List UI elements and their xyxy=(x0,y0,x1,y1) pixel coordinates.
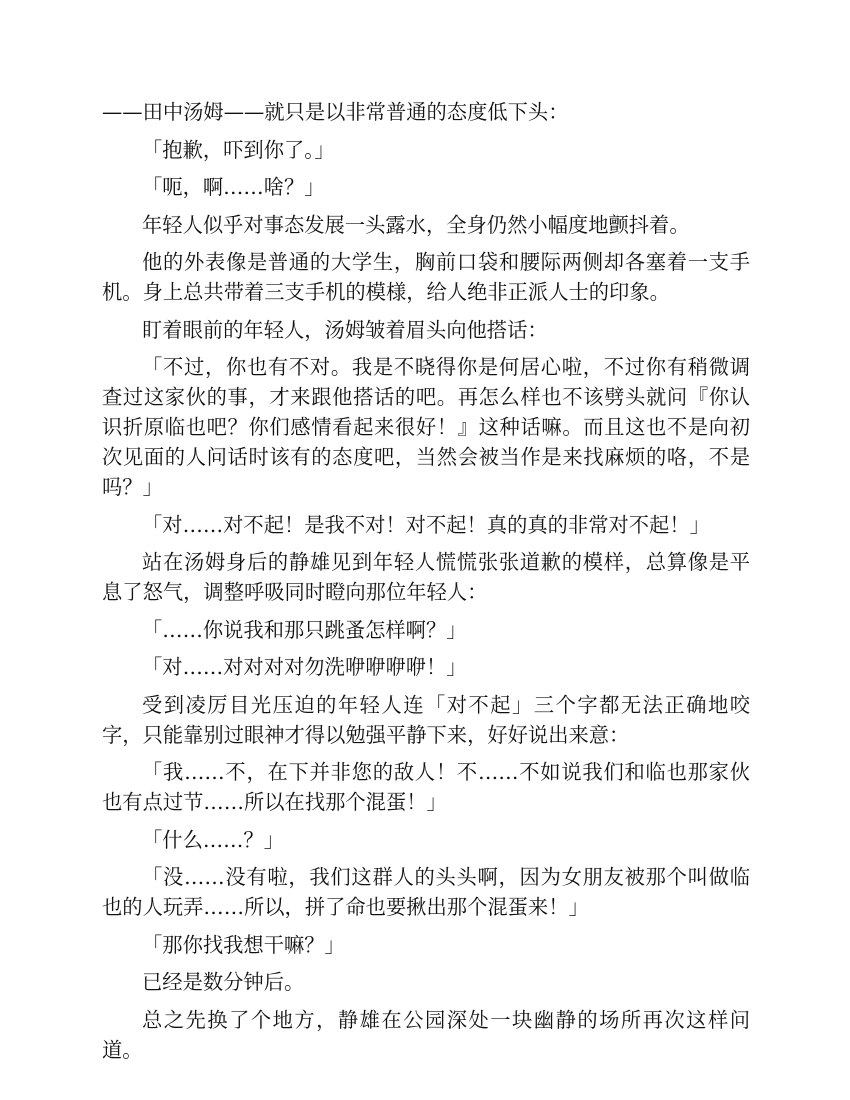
document-page xyxy=(102,97,750,1072)
paragraph-9: 站在汤姆身后的静雄见到年轻人慌慌张张道歉的模样，总算像是平息了怒气，调整呼吸同时瞪向那位年轻人： xyxy=(102,550,750,604)
paragraph-10: 「……你说我和那只跳蚤怎样啊？」 xyxy=(142,617,467,642)
paragraph-12: 受到凌厉目光压迫的年轻人连「对不起」三个字都无法正确地咬字，只能靠别过眼神才得以勉强平静下来，好好说出来意： xyxy=(102,692,750,747)
paragraph-11: 「对……对对对对勿洗咿咿咿咿！」 xyxy=(142,655,467,679)
paragraph-2: 「抱歉，吓到你了。」 xyxy=(142,137,335,162)
paragraph-7: 「不过，你也有不对。我是不晓得你是何居心啦，不过你有稍微调查过这家伙的事，才来跟他搭话的吧。再怎么样也不该劈头就问『你认识折原临也吧？你们感情看起来很好！』这种话嘛。而且这也不是向初次见面的人问话时该有的态度吧，当然会被当作是来找麻烦的咯，不是吗？」 xyxy=(102,355,750,499)
paragraph-6: 盯着眼前的年轻人，汤姆皱着眉头向他搭话： xyxy=(142,317,548,342)
paragraph-3: 「呃，啊……啥？」 xyxy=(142,175,325,199)
paragraph-4: 年轻人似乎对事态发展一头露水，全身仍然小幅度地颤抖着。 xyxy=(142,212,690,237)
paragraph-5: 他的外表像是普通的大学生，胸前口袋和腰际两侧却各塞着一支手机。身上总共带着三支手机的模様，给人绝非正派人士的印象。 xyxy=(102,250,750,304)
paragraph-8: 「对……对不起！是我不对！对不起！真的真的非常对不起！」 xyxy=(142,512,710,537)
paragraph-15: 「没……没有啦，我们这群人的头头啊，因为女朋友被那个叫做临也的人玩弄……所以，拼了命也要揪出那个混蛋来！」 xyxy=(102,865,750,919)
paragraph-18: 总之先换了个地方，静雄在公园深处一块幽静的场所再次这样问道。 xyxy=(102,1007,750,1062)
paragraph-13: 「我……不，在下并非您的敌人！不……不如说我们和临也那家伙也有点过节……所以在找那个混蛋！」 xyxy=(102,760,750,814)
paragraph-14: 「什么……？」 xyxy=(142,827,284,852)
paragraph-17: 已经是数分钟后。 xyxy=(142,970,305,994)
paragraph-16: 「那你找我想干嘛？」 xyxy=(142,932,345,957)
paragraph-1: ——田中汤姆——就只是以非常普通的态度低下头： xyxy=(102,100,569,124)
